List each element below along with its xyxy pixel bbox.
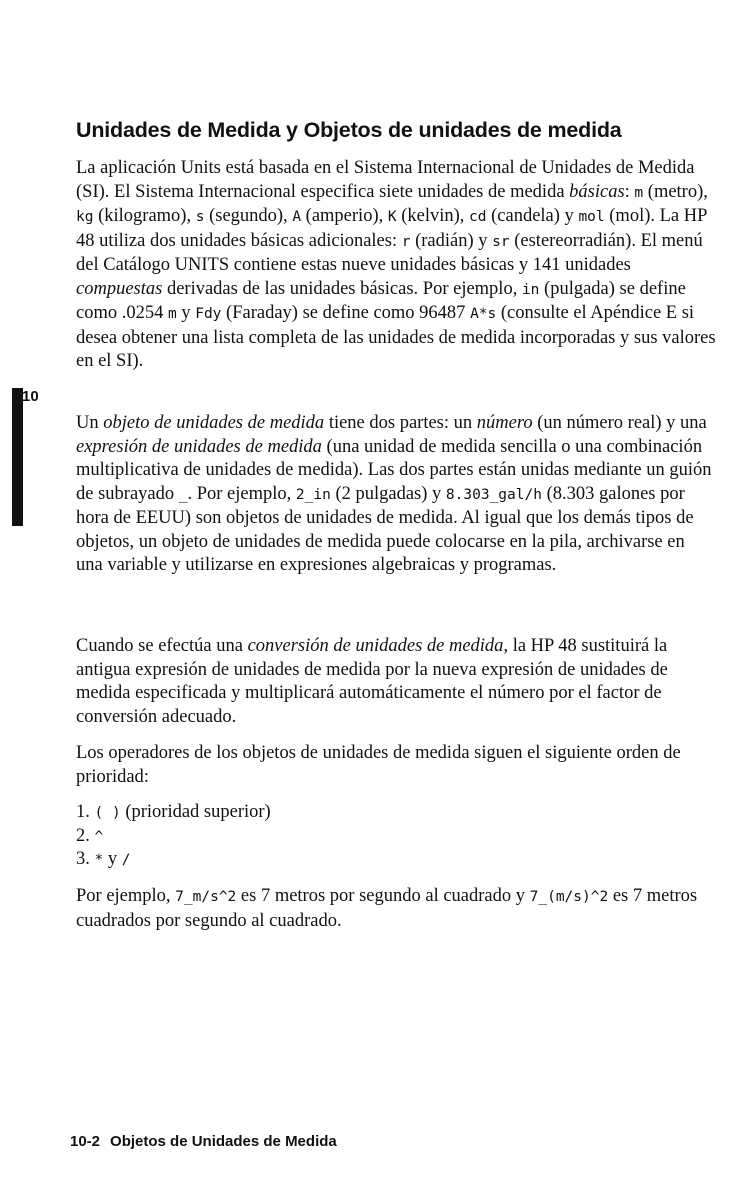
emphasis: expresión de unidades de medida — [76, 436, 322, 457]
list-text: (prioridad superior) — [120, 802, 271, 822]
text: , la HP 48 sustituirá la antigua expresión de unidades de medida por la nueva expresión de unidades de medida especificada y multiplicará automáticamente el número por el factor de conversión adecuado. — [76, 636, 668, 727]
code-unit: m — [634, 184, 644, 201]
code-operator: ( ) — [94, 805, 121, 821]
text: (una unidad de medida sencilla o una combinación multiplicativa de unidades de medida). Las dos partes están unidas mediante un guión de subrayado — [76, 436, 712, 504]
text: : — [624, 181, 635, 202]
code-example: 7_m/s^2 — [175, 889, 237, 905]
code-underscore: _ — [178, 486, 188, 503]
chapter-tab-number: 10 — [22, 388, 39, 405]
code-unit: sr — [492, 233, 510, 250]
code-operator: / — [121, 852, 131, 868]
text: es 7 metros por segundo al cuadrado y — [236, 886, 530, 906]
code-operator: * — [94, 852, 104, 868]
code-example: 2_in — [295, 486, 331, 503]
text: Por ejemplo, — [76, 886, 176, 906]
paragraph-examples — [76, 885, 716, 933]
code-unit: s — [195, 209, 205, 225]
emphasis: básicas — [569, 181, 625, 202]
text: (kelvin), — [396, 206, 470, 226]
text: (un número real) y una — [532, 413, 707, 433]
code-example: 8.303_gal/h — [445, 486, 542, 503]
code-unit: kg — [76, 209, 94, 225]
paragraph-priority-intro — [76, 742, 716, 789]
footer-title: Objetos de Unidades de Medida — [110, 1133, 337, 1150]
emphasis: conversión de unidades de medida — [247, 636, 504, 656]
code-unit: cd — [469, 209, 487, 225]
text: Un — [76, 413, 104, 433]
text: (segundo), — [204, 206, 293, 226]
list-number: 2. — [76, 825, 90, 846]
list-number: 1. — [76, 802, 90, 822]
text: Cuando se efectúa una — [76, 636, 248, 656]
code-unit: K — [387, 209, 397, 225]
list-number: 3. — [76, 849, 90, 869]
emphasis: compuestas — [76, 278, 163, 299]
text: Los operadores de los objetos de unidades de medida siguen el siguiente orden de prioridad: — [76, 743, 681, 787]
code-example: 7_(m/s)^2 — [529, 889, 609, 905]
code-unit: Fdy — [195, 306, 222, 322]
list-text: y — [103, 849, 122, 869]
code-unit: A — [292, 209, 302, 225]
chapter-tab-bar — [12, 388, 23, 526]
code-unit: mol — [578, 209, 605, 225]
text: La aplicación Units está basada en el Sistema Internacional de Unidades de Medida (SI). El Sistema Internacional especifica siete unidades de medida — [76, 158, 695, 202]
list-item — [76, 801, 716, 825]
code-unit: m — [167, 306, 177, 322]
text: (candela) y — [486, 206, 579, 226]
text: (Faraday) se define como 96487 — [221, 303, 471, 323]
text: . Por ejemplo, — [187, 483, 296, 504]
text: es 7 metros cuadrados por segundo al cuadrado. — [76, 886, 698, 931]
paragraph-unit-objects — [76, 412, 716, 578]
text: (consulte el Apéndice E si desea obtener una lista completa de las unidades de medida incorporadas y sus valores en el SI). — [76, 303, 716, 371]
text: derivadas de las unidades básicas. Por ejemplo, — [162, 278, 522, 299]
text: (pulgada) se define como .0254 — [76, 278, 686, 323]
paragraph-si-units — [76, 157, 716, 374]
text: (8.303 galones por hora de EEUU) son objetos de unidades de medida. Al igual que los demás tipos de objetos, un objeto de unidades de medida puede colocarse en la pila, archivarse en una variable y utilizarse en expresiones algebraicas y programas. — [76, 483, 694, 575]
section-heading: Unidades de Medida y Objetos de unidades de medida — [76, 118, 622, 142]
list-item — [76, 825, 716, 849]
emphasis: objeto de unidades de medida — [103, 413, 325, 433]
code-unit: in — [521, 281, 540, 298]
text: tiene dos partes: un — [324, 413, 477, 433]
emphasis: número — [476, 413, 533, 433]
priority-list — [76, 801, 716, 872]
code-operator: ^ — [94, 828, 104, 845]
paragraph-conversion — [76, 635, 716, 729]
text: (amperio), — [301, 206, 388, 226]
text: (metro), — [643, 181, 708, 202]
page-number: 10-2 — [70, 1133, 101, 1150]
list-item — [76, 848, 716, 872]
page-footer — [70, 1133, 337, 1150]
code-unit: A*s — [470, 306, 497, 322]
text: (kilogramo), — [93, 206, 196, 226]
text: (radián) y — [410, 230, 493, 251]
text: (estereorradián). El menú del Catálogo UNITS contiene estas nueve unidades básicas y 141 unidades — [76, 230, 703, 275]
code-unit: r — [401, 233, 411, 250]
text: (2 pulgadas) y — [330, 483, 446, 504]
text: y — [176, 303, 196, 323]
text: (mol). La HP 48 utiliza dos unidades básicas adicionales: — [76, 206, 707, 251]
